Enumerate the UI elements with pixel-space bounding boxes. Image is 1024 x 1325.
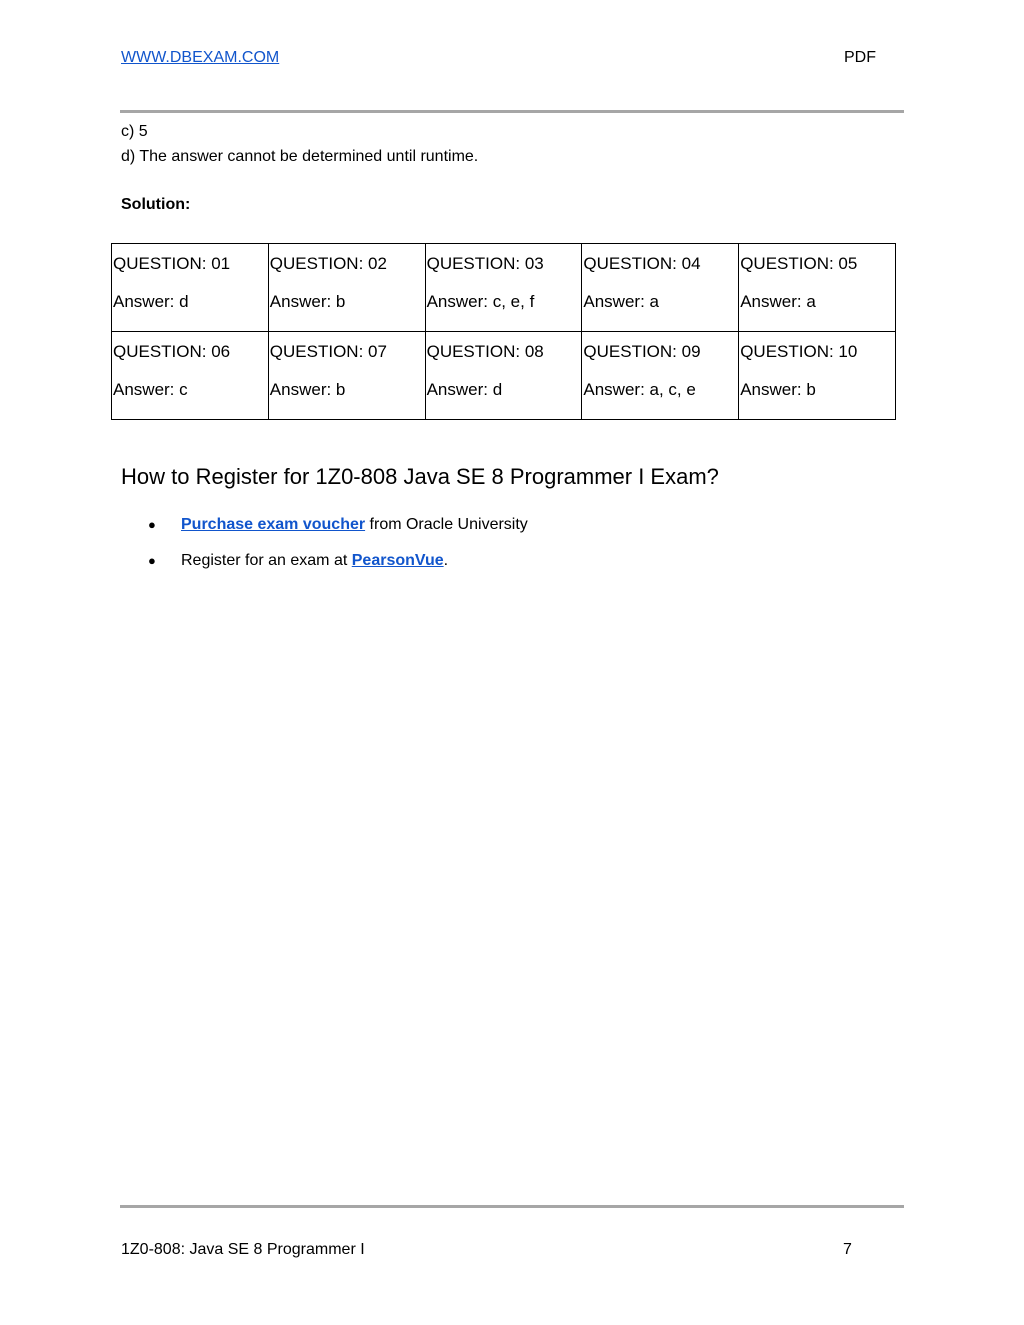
format-label: PDF <box>844 49 876 66</box>
option-d: d) The answer cannot be determined until runtime. <box>121 148 479 165</box>
answer-value: Answer: d <box>113 292 189 311</box>
answer-value: Answer: a <box>740 292 816 311</box>
purchase-voucher-link[interactable]: Purchase exam voucher <box>181 516 366 533</box>
answer-value: Answer: c <box>113 380 188 399</box>
bullet-icon: ● <box>148 553 156 568</box>
page-number: 7 <box>843 1241 852 1258</box>
answer-value: Answer: b <box>740 380 816 399</box>
option-c: c) 5 <box>121 123 148 140</box>
footer-divider <box>120 1205 904 1208</box>
answer-cell <box>739 244 896 332</box>
answer-cell <box>425 244 582 332</box>
answer-cell <box>112 244 269 332</box>
register-heading: How to Register for 1Z0-808 Java SE 8 Programmer I Exam? <box>121 464 719 489</box>
answer-cell <box>582 332 739 420</box>
answer-table <box>111 243 896 420</box>
answer-value: Answer: d <box>426 380 503 399</box>
question-number: QUESTION: 02 <box>269 254 387 273</box>
question-number: QUESTION: 09 <box>583 342 701 361</box>
answer-cell <box>268 244 425 332</box>
footer-exam-title: 1Z0-808: Java SE 8 Programmer I <box>121 1241 365 1258</box>
answer-cell <box>582 244 739 332</box>
answer-table-body <box>112 244 896 420</box>
answer-cell <box>739 332 896 420</box>
question-number: QUESTION: 03 <box>426 254 544 273</box>
answer-cell <box>268 332 425 420</box>
site-link[interactable]: WWW.DBEXAM.COM <box>121 49 280 66</box>
question-number: QUESTION: 07 <box>269 342 387 361</box>
header-divider <box>120 110 904 113</box>
answer-value: Answer: a <box>583 292 659 311</box>
purchase-rest-text: from Oracle University <box>365 516 528 533</box>
question-number: QUESTION: 06 <box>113 342 231 361</box>
list-item-purchase <box>148 515 528 535</box>
question-number: QUESTION: 04 <box>583 254 701 273</box>
answer-cell <box>112 332 269 420</box>
list-item-register <box>148 551 448 571</box>
question-number: QUESTION: 10 <box>740 342 858 361</box>
solution-label: Solution: <box>121 196 191 213</box>
table-row <box>112 244 896 332</box>
pearsonvue-link[interactable]: PearsonVue <box>351 552 444 569</box>
answer-value: Answer: c, e, f <box>426 292 535 311</box>
question-number: QUESTION: 01 <box>113 254 231 273</box>
question-number: QUESTION: 08 <box>426 342 544 361</box>
answer-value: Answer: a, c, e <box>583 380 696 399</box>
answer-value: Answer: b <box>269 292 346 311</box>
question-number: QUESTION: 05 <box>740 254 858 273</box>
answer-cell <box>425 332 582 420</box>
bullet-icon: ● <box>148 517 156 532</box>
table-row <box>112 332 896 420</box>
register-lead-text: Register for an exam at <box>181 552 352 569</box>
answer-value: Answer: b <box>269 380 346 399</box>
register-trail-text: . <box>443 552 449 569</box>
